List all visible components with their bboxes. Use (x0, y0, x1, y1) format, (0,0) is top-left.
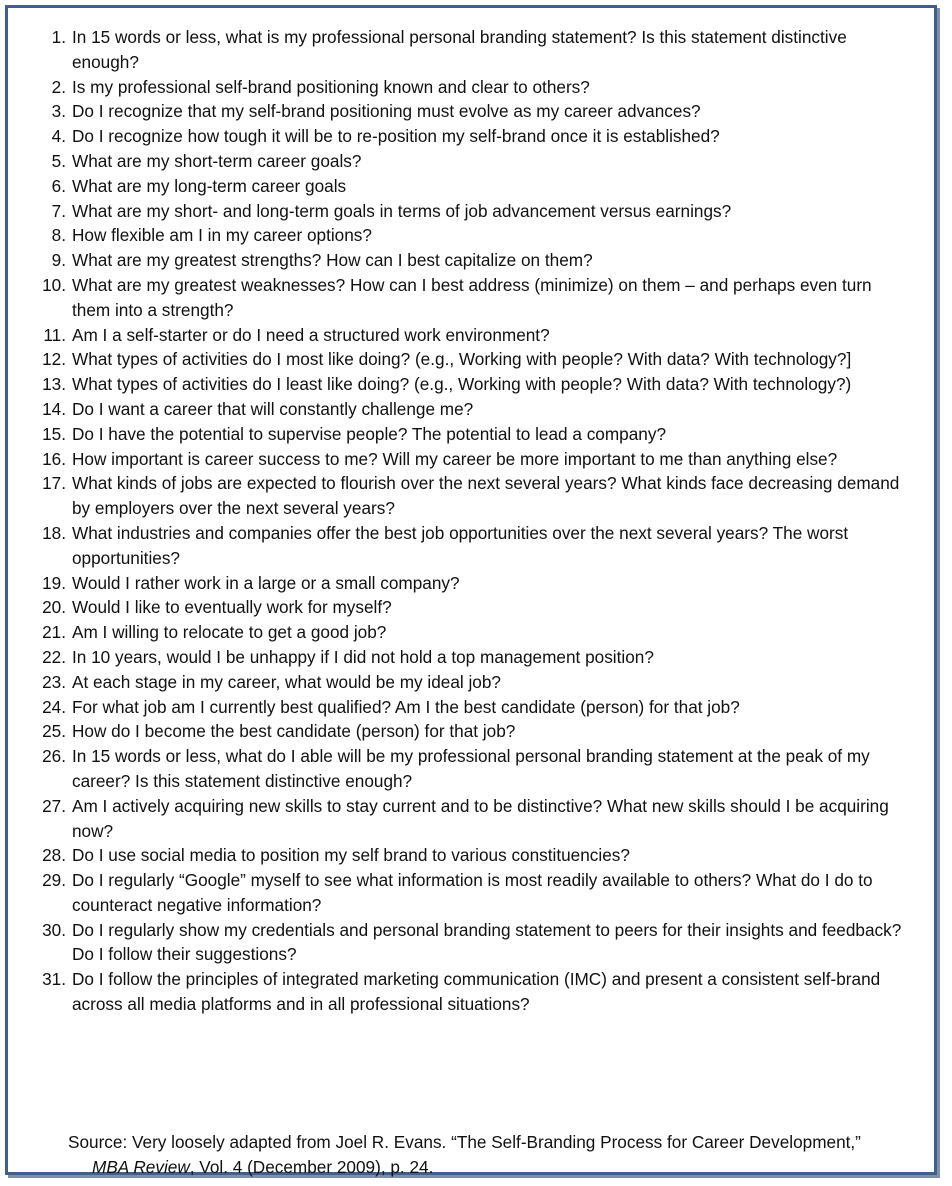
question-number: 12. (42, 349, 66, 370)
question-item (8, 397, 913, 422)
question-item (8, 695, 913, 720)
question-item (8, 347, 913, 372)
question-text: For what job am I currently best qualified? Am I the best candidate (person) for that job? (72, 696, 740, 717)
question-text: Would I like to eventually work for myself? (72, 597, 392, 618)
question-text: What are my short-term career goals? (72, 150, 362, 171)
question-text: Do I recognize how tough it will be to re-position my self-brand once it is established? (72, 126, 720, 147)
question-number: 17. (42, 473, 66, 494)
question-item (8, 372, 913, 397)
source-prefix: Source: Very loosely adapted from Joel R. Evans. “The Self-Branding Process for Career Development,” (68, 1132, 861, 1152)
question-number: 18. (42, 522, 66, 543)
question-number: 29. (42, 870, 66, 891)
question-number: 31. (42, 969, 66, 990)
question-text: Would I rather work in a large or a small company? (72, 572, 460, 593)
question-number: 7. (51, 200, 66, 221)
question-text: In 15 words or less, what is my professional personal branding statement? Is this statement distinctive enough? (72, 27, 847, 72)
source-suffix: , Vol. 4 (December 2009), p. 24. (189, 1156, 434, 1177)
question-text: Do I want a career that will constantly challenge me? (72, 398, 474, 419)
question-list (8, 25, 913, 1017)
question-item (8, 124, 913, 149)
question-item (8, 75, 913, 100)
question-item (8, 323, 913, 348)
question-item (8, 868, 913, 918)
question-text: Am I willing to relocate to get a good job? (72, 622, 387, 643)
question-number: 28. (42, 845, 66, 866)
question-item (8, 422, 913, 447)
question-text: How flexible am I in my career options? (72, 225, 372, 246)
question-text: What are my greatest weaknesses? How can I best address (minimize) on them – and perhaps even turn them into a strength? (72, 274, 872, 320)
question-number: 11. (43, 324, 66, 345)
question-number: 25. (42, 721, 66, 742)
question-number: 21. (42, 622, 66, 643)
question-text: Do I follow the principles of integrated marketing communication (IMC) and present a consistent self-brand across all media platforms and in all professional situations? (72, 969, 881, 1015)
question-number: 2. (51, 76, 66, 97)
question-text: How do I become the best candidate (person) for that job? (72, 721, 516, 742)
question-number: 13. (42, 374, 66, 395)
source-citation (68, 1130, 892, 1180)
question-number: 22. (42, 646, 66, 667)
question-box (5, 5, 937, 1175)
question-text: Do I have the potential to supervise people? The potential to lead a company? (72, 423, 667, 444)
question-number: 10. (42, 274, 66, 295)
question-text: Do I regularly “Google” myself to see what information is most readily available to others? What do I do to counteract negative information? (72, 870, 873, 915)
question-item (8, 620, 913, 645)
question-number: 23. (42, 671, 66, 692)
question-text: What are my short- and long-term goals in terms of job advancement versus earnings? (72, 200, 732, 221)
question-text: Am I a self-starter or do I need a structured work environment? (72, 324, 550, 345)
question-number: 8. (51, 225, 66, 246)
question-text: What types of activities do I most like doing? (e.g., Working with people? With data? With technology?] (72, 349, 852, 370)
question-text: In 10 years, would I be unhappy if I did not hold a top management position? (72, 646, 654, 667)
question-text: At each stage in my career, what would be my ideal job? (72, 671, 501, 692)
question-number: 9. (51, 250, 66, 271)
question-text: What kinds of jobs are expected to flourish over the next several years? What kinds face decreasing demand by employers over the next several years? (72, 473, 900, 519)
question-text: In 15 words or less, what do I able will be my professional personal branding statement at the peak of my career? Is this statement distinctive enough? (72, 746, 870, 791)
question-number: 26. (42, 746, 66, 767)
question-number: 3. (51, 101, 66, 122)
question-text: What are my greatest strengths? How can I best capitalize on them? (72, 250, 593, 271)
question-number: 16. (42, 448, 66, 469)
question-item (8, 670, 913, 695)
question-item (8, 471, 913, 521)
question-item (8, 719, 913, 744)
question-number: 27. (42, 795, 66, 816)
question-item (8, 571, 913, 596)
question-item (8, 223, 913, 248)
question-number: 15. (42, 423, 66, 444)
question-item (8, 843, 913, 868)
question-number: 5. (51, 150, 66, 171)
question-text: How important is career success to me? Will my career be more important to me than anything else? (72, 448, 838, 469)
question-item (8, 744, 913, 794)
question-item (8, 521, 913, 571)
question-item (8, 99, 913, 124)
question-item (8, 25, 913, 75)
question-text: What are my long-term career goals (72, 175, 347, 196)
question-number: 24. (42, 696, 66, 717)
question-item (8, 595, 913, 620)
question-text: Am I actively acquiring new skills to stay current and to be distinctive? What new skills should I be acquiring now? (72, 795, 889, 841)
question-text: What industries and companies offer the best job opportunities over the next several years? The worst opportunities? (72, 522, 849, 568)
question-item (8, 174, 913, 199)
question-item (8, 918, 913, 968)
question-text: Do I regularly show my credentials and personal branding statement to peers for their insights and feedback? Do I follow their suggestions? (72, 919, 902, 965)
question-text: Do I use social media to position my self brand to various constituencies? (72, 845, 630, 866)
question-item (8, 794, 913, 844)
question-item (8, 967, 913, 1017)
question-number: 19. (42, 572, 66, 593)
question-item (8, 447, 913, 472)
question-number: 20. (42, 597, 66, 618)
question-number: 6. (51, 175, 66, 196)
question-number: 4. (51, 126, 66, 147)
question-item (8, 149, 913, 174)
question-text: What types of activities do I least like doing? (e.g., Working with people? With data? With technology?) (72, 374, 852, 395)
question-item (8, 273, 913, 323)
question-text: Do I recognize that my self-brand positioning must evolve as my career advances? (72, 101, 701, 122)
source-journal: MBA Review (92, 1156, 190, 1177)
question-number: 30. (42, 919, 66, 940)
question-item (8, 645, 913, 670)
question-item (8, 248, 913, 273)
question-number: 1. (51, 27, 66, 47)
question-number: 14. (42, 398, 66, 419)
question-item (8, 199, 913, 224)
question-text: Is my professional self-brand positioning known and clear to others? (72, 76, 590, 97)
